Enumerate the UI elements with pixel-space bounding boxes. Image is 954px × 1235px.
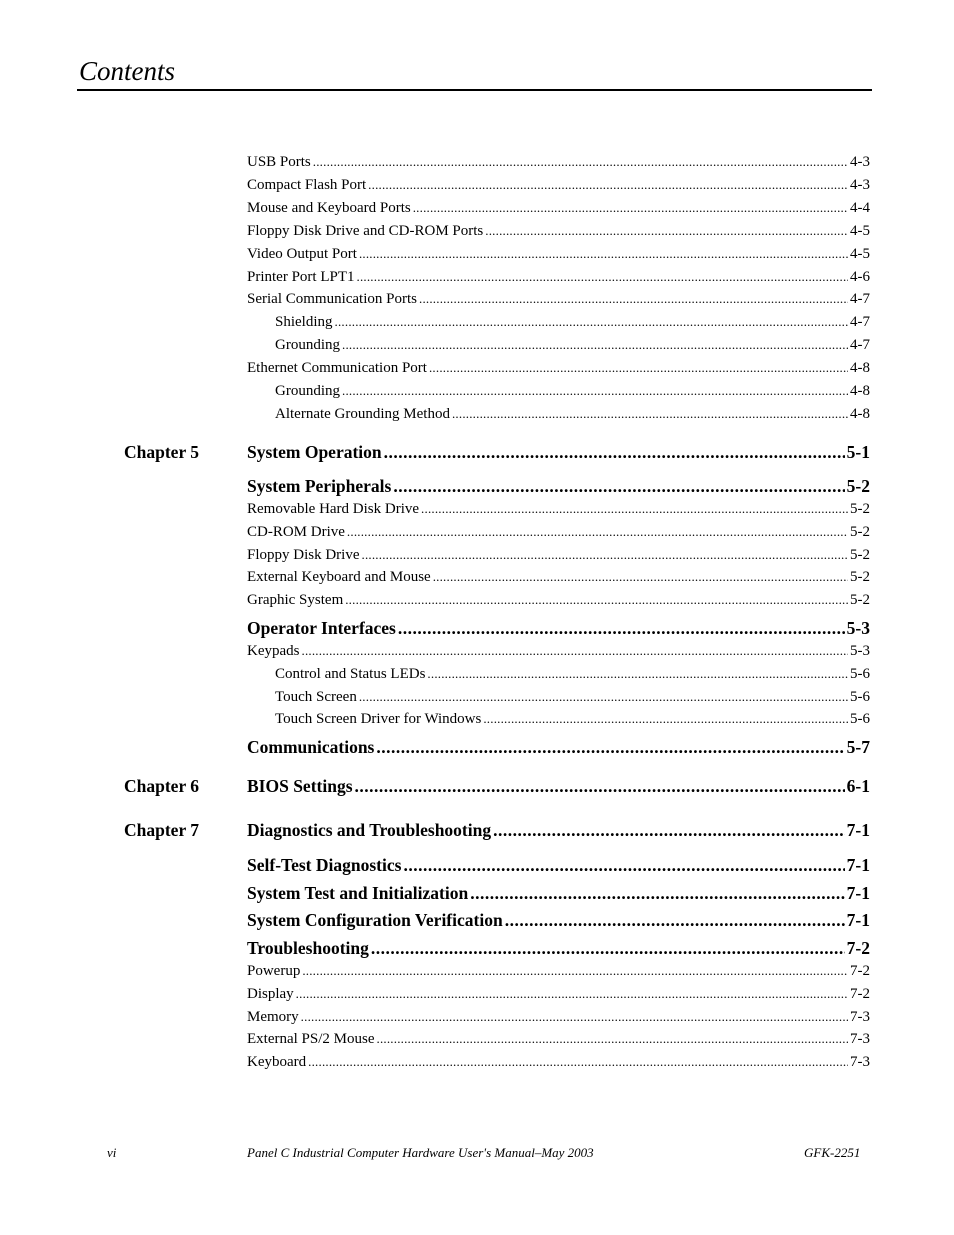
toc-entry-page: 5-2: [850, 569, 870, 585]
toc-entry[interactable]: [247, 1008, 870, 1026]
toc-entry-page: 5-6: [850, 711, 870, 727]
chapter-label: Chapter 6: [124, 776, 200, 796]
dot-leader: [359, 245, 848, 263]
toc-entry[interactable]: [247, 245, 870, 263]
toc-entry[interactable]: [275, 382, 870, 400]
toc-entry-page: 7-1: [846, 820, 870, 840]
toc-entry-title: Grounding: [275, 337, 340, 353]
toc-entry-page: 4-5: [850, 246, 870, 262]
dot-leader: [452, 405, 848, 423]
toc-entry[interactable]: [247, 359, 870, 377]
toc-entry-page: 5-3: [850, 643, 870, 659]
dot-leader: [371, 937, 845, 959]
dot-leader: [470, 882, 844, 904]
toc-entry[interactable]: [247, 546, 870, 564]
toc-entry-title: System Operation: [247, 442, 382, 462]
toc-entry-title: Self-Test Diagnostics: [247, 855, 402, 875]
toc-entry-page: 4-8: [850, 360, 870, 376]
footer-page-number: vi: [107, 1145, 117, 1160]
chapter-label: Chapter 5: [124, 442, 200, 462]
toc-entry-page: 4-8: [850, 383, 870, 399]
toc-entry-title: System Configuration Verification: [247, 910, 503, 930]
dot-leader: [342, 382, 848, 400]
toc-entry-title: External PS/2 Mouse: [247, 1031, 375, 1047]
dot-leader: [342, 336, 848, 354]
footer-doc-id: GFK-2251: [804, 1145, 861, 1160]
toc-entry[interactable]: [275, 313, 870, 331]
toc-entry-title: System Peripherals: [247, 476, 392, 496]
toc-entry[interactable]: [247, 819, 870, 841]
toc-entry[interactable]: [247, 568, 870, 586]
toc-entry-page: 7-3: [850, 1031, 870, 1047]
dot-leader: [308, 1053, 848, 1071]
toc-entry-title: System Test and Initialization: [247, 883, 469, 903]
toc-entry[interactable]: [247, 441, 870, 463]
toc-entry[interactable]: [247, 176, 870, 194]
toc-entry-page: 5-2: [850, 501, 870, 517]
toc-entry[interactable]: [247, 500, 870, 518]
dot-leader: [393, 475, 844, 497]
footer-manual-title: Panel C Industrial Computer Hardware User's Manual–May 2003: [247, 1145, 594, 1160]
toc-entry-page: 5-6: [850, 689, 870, 705]
toc-entry-title: Operator Interfaces: [247, 618, 396, 638]
dot-leader: [377, 1030, 849, 1048]
toc-entry-page: 4-6: [850, 269, 870, 285]
dot-leader: [359, 688, 848, 706]
dot-leader: [429, 359, 848, 377]
toc-entry-title: Graphic System: [247, 592, 344, 608]
toc-entry[interactable]: [275, 710, 870, 728]
toc-entry-title: CD-ROM Drive: [247, 524, 345, 540]
toc-entry-title: Diagnostics and Troubleshooting: [247, 820, 492, 840]
dot-leader: [301, 1008, 848, 1026]
toc-entry-title: BIOS Settings: [247, 776, 353, 796]
toc-entry-page: 7-2: [846, 938, 870, 958]
dot-leader: [493, 819, 845, 841]
toc-entry-page: 5-3: [846, 618, 870, 638]
toc-entry-page: 5-1: [846, 442, 870, 462]
dot-leader: [296, 985, 848, 1003]
toc-entry[interactable]: [247, 937, 870, 959]
toc-entry-title: Removable Hard Disk Drive: [247, 501, 420, 517]
toc-entry[interactable]: [247, 475, 870, 497]
dot-leader: [398, 617, 845, 639]
toc-entry[interactable]: [247, 153, 870, 171]
dot-leader: [357, 268, 849, 286]
toc-entry[interactable]: [247, 854, 870, 876]
toc-entry-title: Keypads: [247, 643, 300, 659]
toc-entry-title: Display: [247, 986, 294, 1002]
dot-leader: [376, 736, 844, 758]
toc-entry-title: Mouse and Keyboard Ports: [247, 200, 411, 216]
toc-entry[interactable]: [247, 617, 870, 639]
dot-leader: [368, 176, 848, 194]
toc-entry-title: Shielding: [275, 314, 333, 330]
toc-entry-page: 5-2: [846, 476, 870, 496]
toc-entry-title: Grounding: [275, 383, 340, 399]
toc-entry-page: 4-8: [850, 406, 870, 422]
toc-entry-title: Memory: [247, 1009, 299, 1025]
toc-entry-title: Touch Screen: [275, 689, 357, 705]
toc-entry-title: USB Ports: [247, 154, 311, 170]
dot-leader: [427, 665, 848, 683]
toc-entry-title: Communications: [247, 737, 375, 757]
toc-entry-page: 7-2: [850, 963, 870, 979]
title-rule: [77, 89, 872, 91]
toc-entry-page: 4-5: [850, 223, 870, 239]
toc-entry-page: 7-1: [846, 883, 870, 903]
toc-entry[interactable]: [247, 290, 870, 308]
toc-entry-title: Printer Port LPT1: [247, 269, 355, 285]
dot-leader: [355, 775, 845, 797]
toc-entry[interactable]: [247, 268, 870, 286]
dot-leader: [421, 500, 848, 518]
dot-leader: [485, 222, 848, 240]
toc-entry[interactable]: [247, 962, 870, 980]
toc-entry-page: 4-7: [850, 337, 870, 353]
toc-entry-title: Powerup: [247, 963, 301, 979]
dot-leader: [345, 591, 848, 609]
dot-leader: [362, 546, 849, 564]
toc-entry[interactable]: [247, 1053, 870, 1071]
toc-entry[interactable]: [247, 591, 870, 609]
toc-entry-page: 4-3: [850, 154, 870, 170]
toc-entry-page: 5-2: [850, 592, 870, 608]
toc-entry-title: Floppy Disk Drive and CD-ROM Ports: [247, 223, 484, 239]
toc-entry-title: Ethernet Communication Port: [247, 360, 427, 376]
toc-entry-page: 4-7: [850, 291, 870, 307]
toc-entry-page: 5-2: [850, 524, 870, 540]
toc-entry-page: 5-7: [846, 737, 870, 757]
chapter-label: Chapter 7: [124, 820, 200, 840]
toc-entry-title: Alternate Grounding Method: [275, 406, 450, 422]
dot-leader: [335, 313, 848, 331]
dot-leader: [483, 710, 848, 728]
toc-entry-page: 7-1: [846, 855, 870, 875]
toc-entry-page: 6-1: [846, 776, 870, 796]
page-title: Contents: [79, 56, 176, 86]
dot-leader: [413, 199, 848, 217]
toc-entry-page: 5-6: [850, 666, 870, 682]
toc-entry[interactable]: [247, 775, 870, 797]
toc-entry-page: 5-2: [850, 547, 870, 563]
dot-leader: [302, 962, 848, 980]
toc-entry[interactable]: [275, 405, 870, 423]
toc-entry[interactable]: [247, 1030, 870, 1048]
toc-entry-title: Keyboard: [247, 1054, 307, 1070]
toc-entry-title: Compact Flash Port: [247, 177, 367, 193]
toc-entry[interactable]: [247, 642, 870, 660]
dot-leader: [433, 568, 848, 586]
toc-entry[interactable]: [247, 222, 870, 240]
toc-entry[interactable]: [247, 523, 870, 541]
toc-entry[interactable]: [247, 985, 870, 1003]
toc-entry-page: 7-1: [846, 910, 870, 930]
toc-entry-page: 4-4: [850, 200, 870, 216]
toc-entry-page: 7-3: [850, 1054, 870, 1070]
toc-entry-title: Video Output Port: [247, 246, 357, 262]
toc-entry-title: Touch Screen Driver for Windows: [275, 711, 482, 727]
dot-leader: [313, 153, 848, 171]
toc-entry[interactable]: [275, 336, 870, 354]
toc-entry-page: 4-7: [850, 314, 870, 330]
toc-entry[interactable]: [247, 909, 870, 931]
dot-leader: [302, 642, 849, 660]
dot-leader: [403, 854, 844, 876]
toc-entry-title: Troubleshooting: [247, 938, 369, 958]
toc-entry-title: Serial Communication Ports: [247, 291, 417, 307]
dot-leader: [384, 441, 845, 463]
toc-entry-page: 7-3: [850, 1009, 870, 1025]
toc-entry[interactable]: [247, 199, 870, 217]
toc-entry-title: Control and Status LEDs: [275, 666, 426, 682]
toc-entry[interactable]: [275, 688, 870, 706]
toc-entry-title: External Keyboard and Mouse: [247, 569, 431, 585]
toc-entry[interactable]: [275, 665, 870, 683]
dot-leader: [419, 290, 848, 308]
toc-entry-title: Floppy Disk Drive: [247, 547, 360, 563]
toc-entry[interactable]: [247, 882, 870, 904]
toc-entry-page: 7-2: [850, 986, 870, 1002]
dot-leader: [505, 909, 845, 931]
toc-entry[interactable]: [247, 736, 870, 758]
toc-entry-page: 4-3: [850, 177, 870, 193]
dot-leader: [347, 523, 848, 541]
